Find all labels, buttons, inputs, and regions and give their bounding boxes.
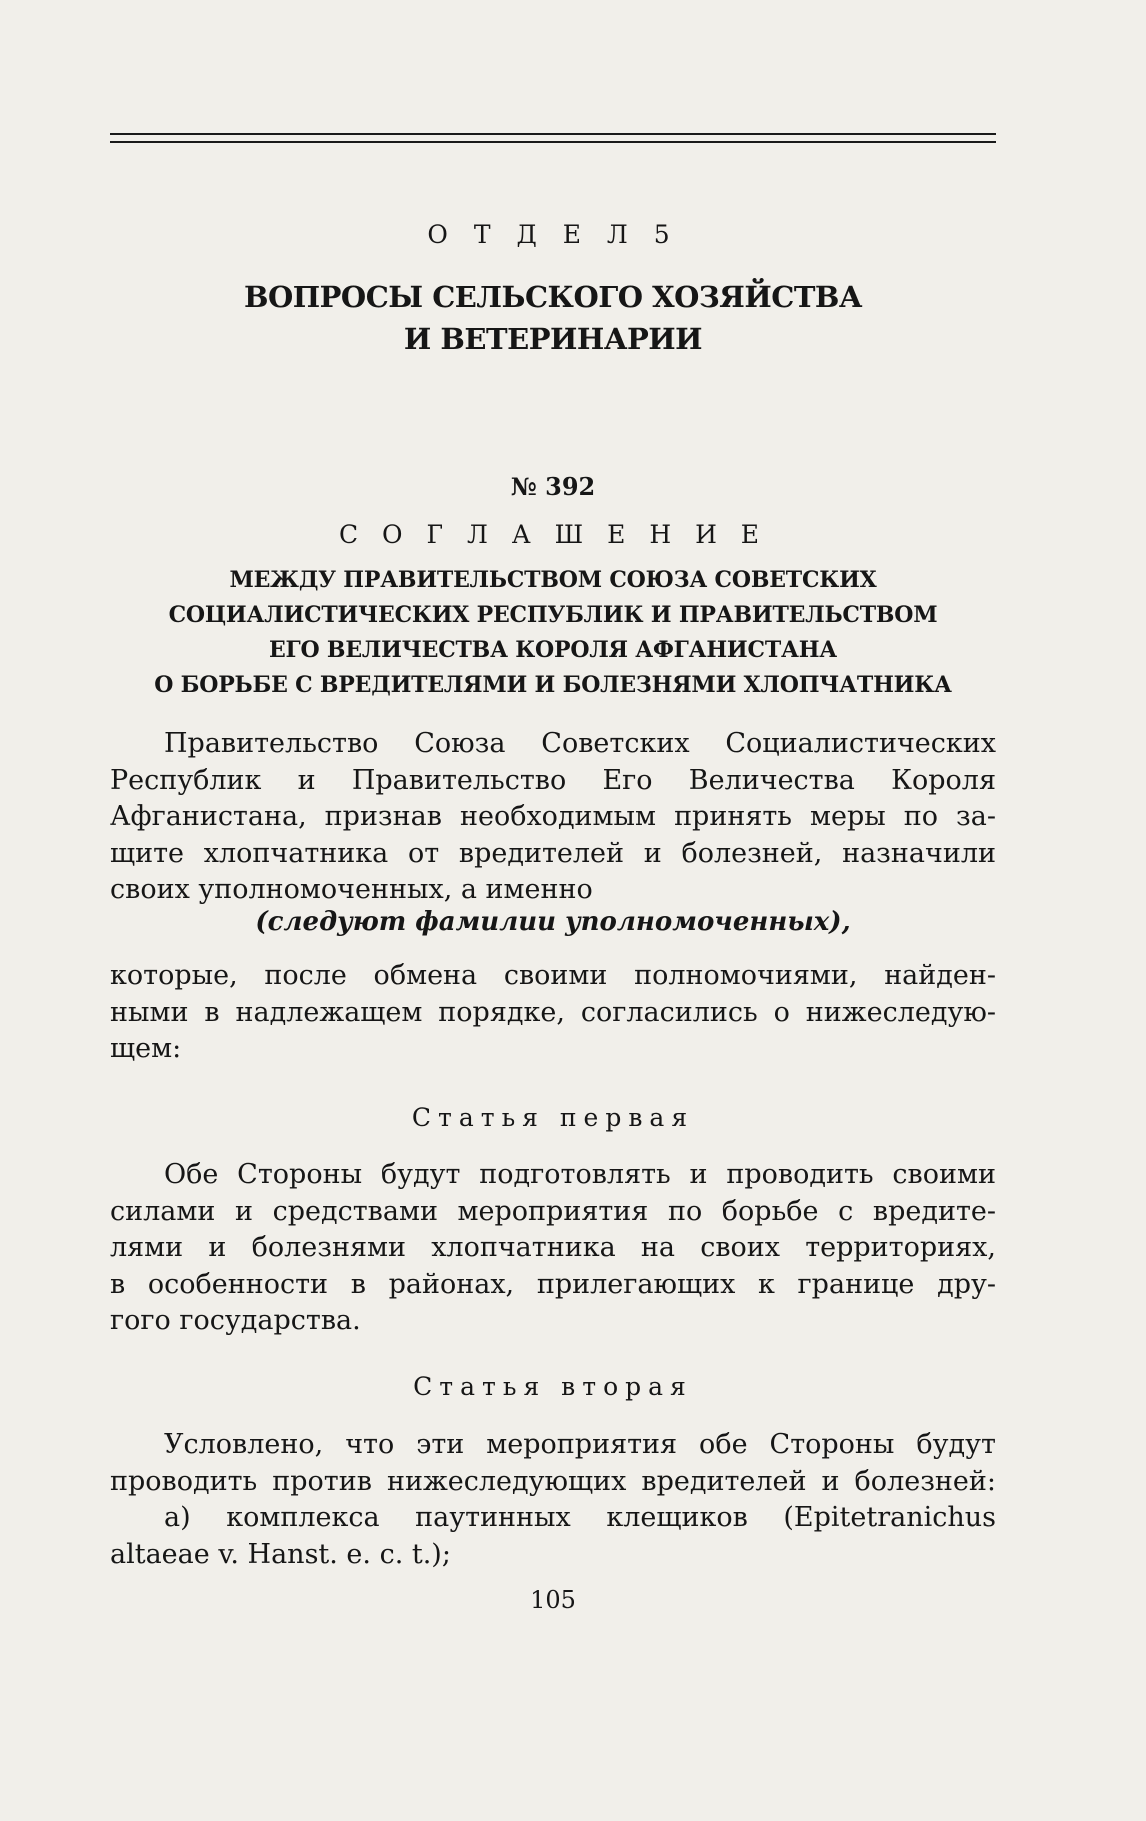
preamble-line: Республик и Правительство Его Величества Короля	[110, 764, 996, 796]
article-1-heading: Статья первая	[411, 1103, 695, 1132]
article-2-line: altaeae v. Hanst. e. c. t.);	[110, 1538, 451, 1570]
agreement-title-line: МЕЖДУ ПРАВИТЕЛЬСТВОМ СОЮЗА СОВЕТСКИХ	[229, 567, 877, 593]
preamble	[110, 726, 996, 909]
preamble-line: Афганистана, признав необходимым принять меры по за-	[110, 801, 996, 832]
article-1-line: Обе Стороны будут подготовлять и проводить своими	[164, 1159, 996, 1190]
preamble-line: Правительство Союза Советских Социалистических	[164, 728, 996, 759]
agreement-title-line: О БОРЬБЕ С ВРЕДИТЕЛЯМИ И БОЛЕЗНЯМИ ХЛОПЧАТНИКА	[154, 672, 952, 698]
plenipotentiaries-note: (следуют фамилии уполномоченных),	[255, 907, 851, 937]
document-type: С О Г Л А Ш Е Н И Е	[338, 520, 768, 549]
article-1-line: силами и средствами мероприятия по борьбе с вредите-	[110, 1195, 996, 1227]
document-number: № 392	[510, 472, 596, 501]
article-1-body	[110, 1157, 996, 1340]
section-title-line-2: И ВЕТЕРИНАРИИ	[403, 322, 703, 356]
preamble-continuation	[110, 958, 996, 1068]
preamble-line: которые, после обмена своими полномочиями, найден-	[110, 960, 996, 991]
agreement-title-line: ЕГО ВЕЛИЧЕСТВА КОРОЛЯ АФГАНИСТАНА	[268, 637, 838, 663]
section-title	[110, 276, 996, 360]
article-1-line: гого государства.	[110, 1305, 361, 1336]
article-2-heading: Статья вторая	[413, 1372, 693, 1401]
article-2-body	[110, 1427, 996, 1573]
article-2-line: Условлено, что эти мероприятия обе Стороны будут	[164, 1429, 996, 1460]
section-title-line-1: ВОПРОСЫ СЕЛЬСКОГО ХОЗЯЙСТВА	[243, 280, 863, 314]
preamble-line: щите хлопчатника от вредителей и болезней, назначили	[110, 837, 996, 869]
preamble-line: своих уполномоченных, а именно	[110, 874, 593, 905]
article-1-line: лями и болезнями хлопчатника на своих территориях,	[110, 1232, 996, 1263]
preamble-line: щем:	[110, 1033, 182, 1064]
top-rule-second	[110, 141, 996, 143]
section-label: О Т Д Е Л 5	[427, 220, 679, 249]
article-1-line: в особенности в районах, прилегающих к границе дру-	[110, 1268, 996, 1300]
agreement-title	[110, 563, 996, 703]
page-number: 105	[530, 1586, 576, 1614]
article-2-line: а) комплекса паутинных клещиков (Epitetranichus	[164, 1502, 996, 1533]
article-2-line: проводить против нижеследующих вредителей и болезней:	[110, 1465, 996, 1497]
preamble-line: ными в надлежащем порядке, согласились о нижеследую-	[110, 996, 996, 1028]
top-rule	[110, 133, 996, 135]
agreement-title-line: СОЦИАЛИСТИЧЕСКИХ РЕСПУБЛИК И ПРАВИТЕЛЬСТВОМ	[168, 602, 938, 628]
